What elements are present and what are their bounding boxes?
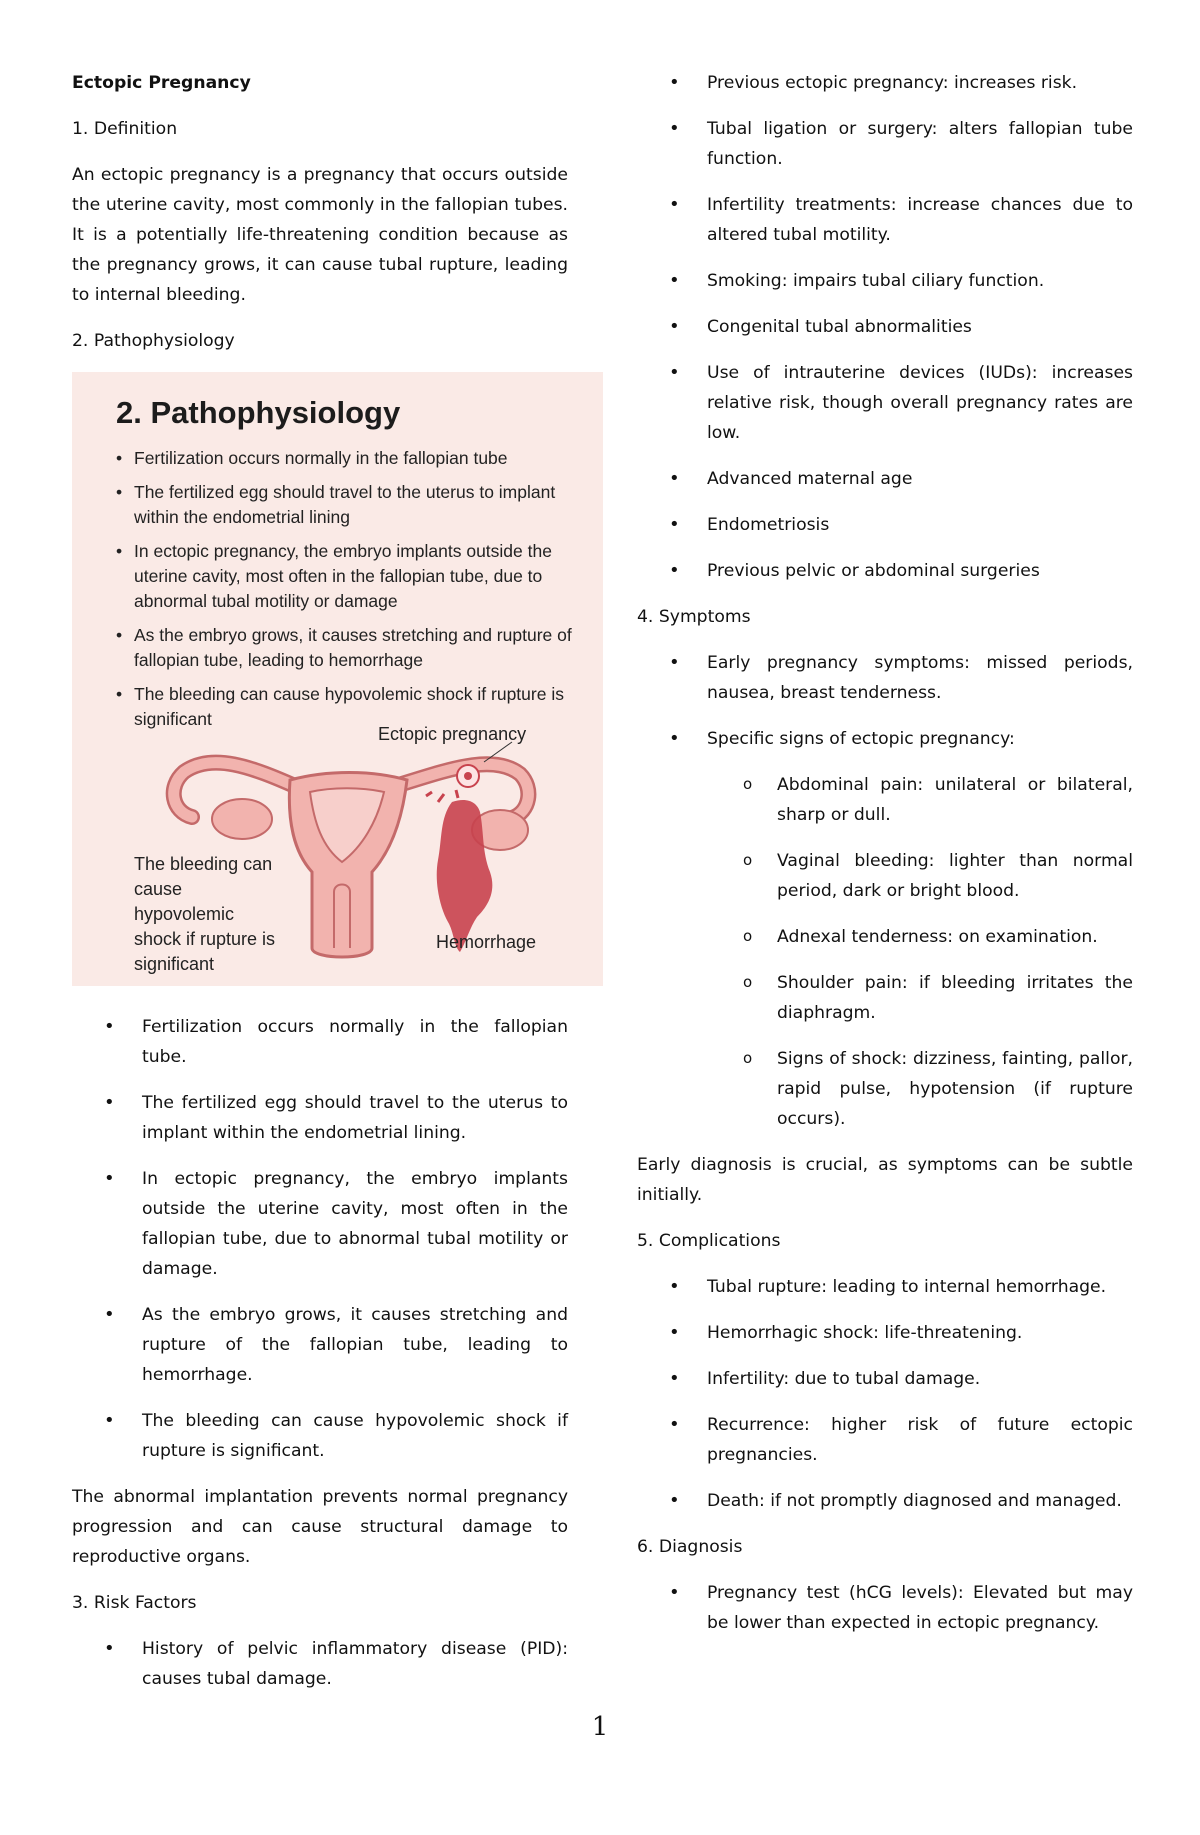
list-item: • Pregnancy test (hCG levels): Elevated but may be lower than expected in ectopic pregnancy.	[637, 1578, 1133, 1638]
pathophysiology-list	[72, 1012, 568, 1466]
list-item: • The fertilized egg should travel to the uterus to implant within the endometrial lining.	[72, 1088, 568, 1148]
figure-bullet: • In ectopic pregnancy, the embryo implants outside the uterine cavity, most often in the fallopian tube, due to abnormal tubal motility or damage	[116, 539, 586, 614]
list-item: • Congenital tubal abnormalities	[637, 312, 1133, 342]
list-item: • Recurrence: higher risk of future ectopic pregnancies.	[637, 1410, 1133, 1470]
risk-factors-list-left	[72, 1634, 568, 1694]
list-item: • As the embryo grows, it causes stretching and rupture of the fallopian tube, leading to hemorrhage.	[72, 1300, 568, 1390]
list-item: • Hemorrhagic shock: life-threatening.	[637, 1318, 1133, 1348]
complications-list	[637, 1272, 1133, 1516]
list-item: • Infertility treatments: increase chances due to altered tubal motility.	[637, 190, 1133, 250]
sub-list-item: o Signs of shock: dizziness, fainting, pallor, rapid pulse, hypotension (if rupture occurs).	[637, 1044, 1133, 1134]
figure-bullet: • As the embryo grows, it causes stretching and rupture of fallopian tube, leading to hemorrhage	[116, 623, 586, 673]
list-item: • Advanced maternal age	[637, 464, 1133, 494]
diagnosis-heading: 6. Diagnosis	[637, 1537, 743, 1557]
pathophysiology-summary: The abnormal implantation prevents normal pregnancy progression and can cause structural damage to reproductive organs.	[72, 1487, 568, 1567]
list-item: • Use of intrauterine devices (IUDs): increases relative risk, though overall pregnancy rates are low.	[637, 358, 1133, 448]
label-hemorrhage: Hemorrhage	[436, 932, 537, 952]
right-column	[637, 68, 1133, 1654]
list-item: • Endometriosis	[637, 510, 1133, 540]
list-item: • The bleeding can cause hypovolemic shock if rupture is significant.	[72, 1406, 568, 1466]
list-item: • Tubal rupture: leading to internal hemorrhage.	[637, 1272, 1133, 1302]
figure-bullet-list	[116, 446, 586, 741]
list-item: • In ectopic pregnancy, the embryo implants outside the uterine cavity, most often in the fallopian tube, due to abnormal tubal motility or damage.	[72, 1164, 568, 1284]
figure-bullet: • Fertilization occurs normally in the fallopian tube	[116, 446, 586, 471]
sub-list-item: o Shoulder pain: if bleeding irritates the diaphragm.	[637, 968, 1133, 1028]
risk-factors-list-right	[637, 68, 1133, 586]
sub-list-item: o Adnexal tenderness: on examination.	[637, 922, 1133, 952]
symptoms-heading: 4. Symptoms	[637, 607, 751, 627]
list-item: • Previous pelvic or abdominal surgeries	[637, 556, 1133, 586]
list-item: • Smoking: impairs tubal ciliary function.	[637, 266, 1133, 296]
list-item: • Fertilization occurs normally in the fallopian tube.	[72, 1012, 568, 1072]
symptoms-note: Early diagnosis is crucial, as symptoms can be subtle initially.	[637, 1155, 1133, 1205]
pathophysiology-figure	[72, 372, 603, 986]
label-bleeding: The bleeding can cause hypovolemic shock if rupture is significant	[134, 854, 276, 974]
list-item: • Specific signs of ectopic pregnancy:	[637, 724, 1133, 754]
definition-text: An ectopic pregnancy is a pregnancy that occurs outside the uterine cavity, most commonly in the fallopian tubes. It is a potentially life-threatening condition because as the pregnancy grows, it can cause tubal rupture, leading to internal bleeding.	[72, 165, 568, 305]
left-column	[72, 68, 572, 1710]
sub-list-item: o Vaginal bleeding: lighter than normal period, dark or bright blood.	[637, 846, 1133, 906]
list-item: • Previous ectopic pregnancy: increases risk.	[637, 68, 1133, 98]
sub-list-item: o Abdominal pain: unilateral or bilateral, sharp or dull.	[637, 770, 1133, 830]
document-title: Ectopic Pregnancy	[72, 73, 251, 93]
symptoms-sub-list	[637, 770, 1133, 1134]
list-item: • Infertility: due to tubal damage.	[637, 1364, 1133, 1394]
list-item: • Death: if not promptly diagnosed and managed.	[637, 1486, 1133, 1516]
diagnosis-list	[637, 1578, 1133, 1638]
figure-bullet: • The fertilized egg should travel to the uterus to implant within the endometrial lining	[116, 480, 586, 530]
list-item: • Tubal ligation or surgery: alters fallopian tube function.	[637, 114, 1133, 174]
pathophysiology-heading: 2. Pathophysiology	[72, 331, 235, 351]
figure-title: 2. Pathophysiology	[116, 395, 401, 430]
definition-heading: 1. Definition	[72, 119, 178, 139]
left-ovary	[212, 799, 272, 839]
complications-heading: 5. Complications	[637, 1231, 781, 1251]
page-number: 1	[591, 1712, 609, 1742]
rupture-marks	[426, 790, 458, 802]
list-item: • Early pregnancy symptoms: missed periods, nausea, breast tenderness.	[637, 648, 1133, 708]
list-item: • History of pelvic inflammatory disease (PID): causes tubal damage.	[72, 1634, 568, 1694]
label-ectopic-pregnancy: Ectopic pregnancy	[378, 724, 527, 744]
symptoms-list	[637, 648, 1133, 754]
figure-bullet: • The bleeding can cause hypovolemic shock if rupture is significant	[116, 682, 586, 732]
risk-factors-heading: 3. Risk Factors	[72, 1593, 197, 1613]
